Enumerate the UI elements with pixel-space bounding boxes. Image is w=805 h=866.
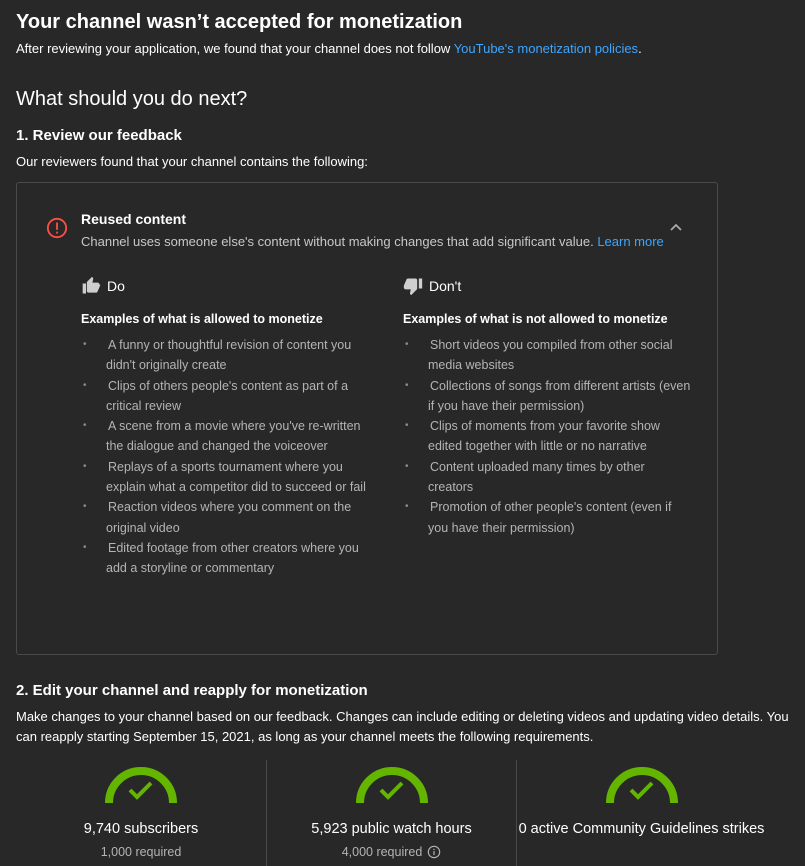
list-item: • A scene from a movie where you've re-written the dialogue and changed the voiceover: [81, 416, 371, 457]
requirement-sub: 4,000 required: [267, 843, 516, 861]
feedback-title: Reused content: [81, 211, 187, 227]
dont-header: [403, 275, 693, 297]
monetization-policies-link[interactable]: YouTube's monetization policies: [453, 41, 639, 56]
list-item: • Reaction videos where you comment on the original video: [81, 497, 371, 538]
thumbs-up-icon: [81, 276, 101, 296]
list-item: • Content uploaded many times by other creators: [403, 457, 693, 498]
chevron-up-icon[interactable]: [668, 221, 684, 233]
requirement-strikes: [516, 760, 766, 866]
dont-list: [403, 335, 693, 538]
step1-title: 1. Review our feedback: [16, 127, 182, 144]
dont-column: [403, 275, 693, 538]
requirement-value: 9,740 subscribers: [83, 821, 199, 837]
list-item: • Short videos you compiled from other social media websites: [403, 335, 693, 376]
list-item: • Clips of moments from your favorite show edited together with little or no narrative: [403, 416, 693, 457]
list-item: • Clips of others people's content as part of a critical review: [81, 376, 371, 417]
checkmark-gauge-icon: [355, 766, 429, 806]
requirement-value: 0 active Community Guidelines strikes: [518, 821, 765, 837]
do-subtitle: Examples of what is allowed to monetize: [81, 312, 323, 326]
step2-description: Make changes to your channel based on our feedback. Changes can include editing or deleting videos and updating video details. You can reapply starting September 15, 2021, as long as your channel meets the following requirements.: [16, 709, 789, 744]
alert-circle-icon: [46, 217, 68, 239]
feedback-card: [16, 182, 718, 655]
list-item: • Promotion of other people's content (even if you have their permission): [403, 497, 693, 538]
checkmark-gauge-icon: [605, 766, 679, 806]
dont-subtitle: Examples of what is not allowed to monetize: [403, 312, 668, 326]
list-item: • Collections of songs from different artists (even if you have their permission): [403, 376, 693, 417]
list-item: • Edited footage from other creators where you add a storyline or commentary: [81, 538, 371, 579]
list-item: • Replays of a sports tournament where you explain what a competitor did to succeed or fail: [81, 457, 371, 498]
page-title: Your channel wasn’t accepted for monetization: [16, 11, 463, 33]
info-icon[interactable]: [427, 845, 441, 859]
learn-more-link[interactable]: Learn more: [597, 234, 664, 249]
checkmark-gauge-icon: [104, 766, 178, 806]
do-list: [81, 335, 371, 579]
step2-title: 2. Edit your channel and reapply for monetization: [16, 682, 368, 699]
intro-text: After reviewing your application, we found that your channel does not follow YouTube's monetization policies.: [16, 41, 642, 56]
do-header: [81, 275, 371, 297]
dont-label: Don't: [429, 278, 462, 294]
list-item: • A funny or thoughtful revision of content you didn't originally create: [81, 335, 371, 376]
step1-subtitle: Our reviewers found that your channel contains the following:: [16, 154, 368, 169]
next-steps-heading: What should you do next?: [16, 88, 248, 110]
feedback-description: Channel uses someone else's content without making changes that add significant value. Learn more: [81, 234, 664, 249]
do-column: [81, 275, 371, 579]
requirement-watch-hours: [266, 760, 516, 866]
requirement-subscribers: [16, 760, 266, 866]
requirement-sub: 1,000 required: [100, 845, 182, 859]
do-label: Do: [107, 278, 125, 294]
thumbs-down-icon: [403, 276, 423, 296]
requirement-value: 5,923 public watch hours: [311, 821, 472, 837]
